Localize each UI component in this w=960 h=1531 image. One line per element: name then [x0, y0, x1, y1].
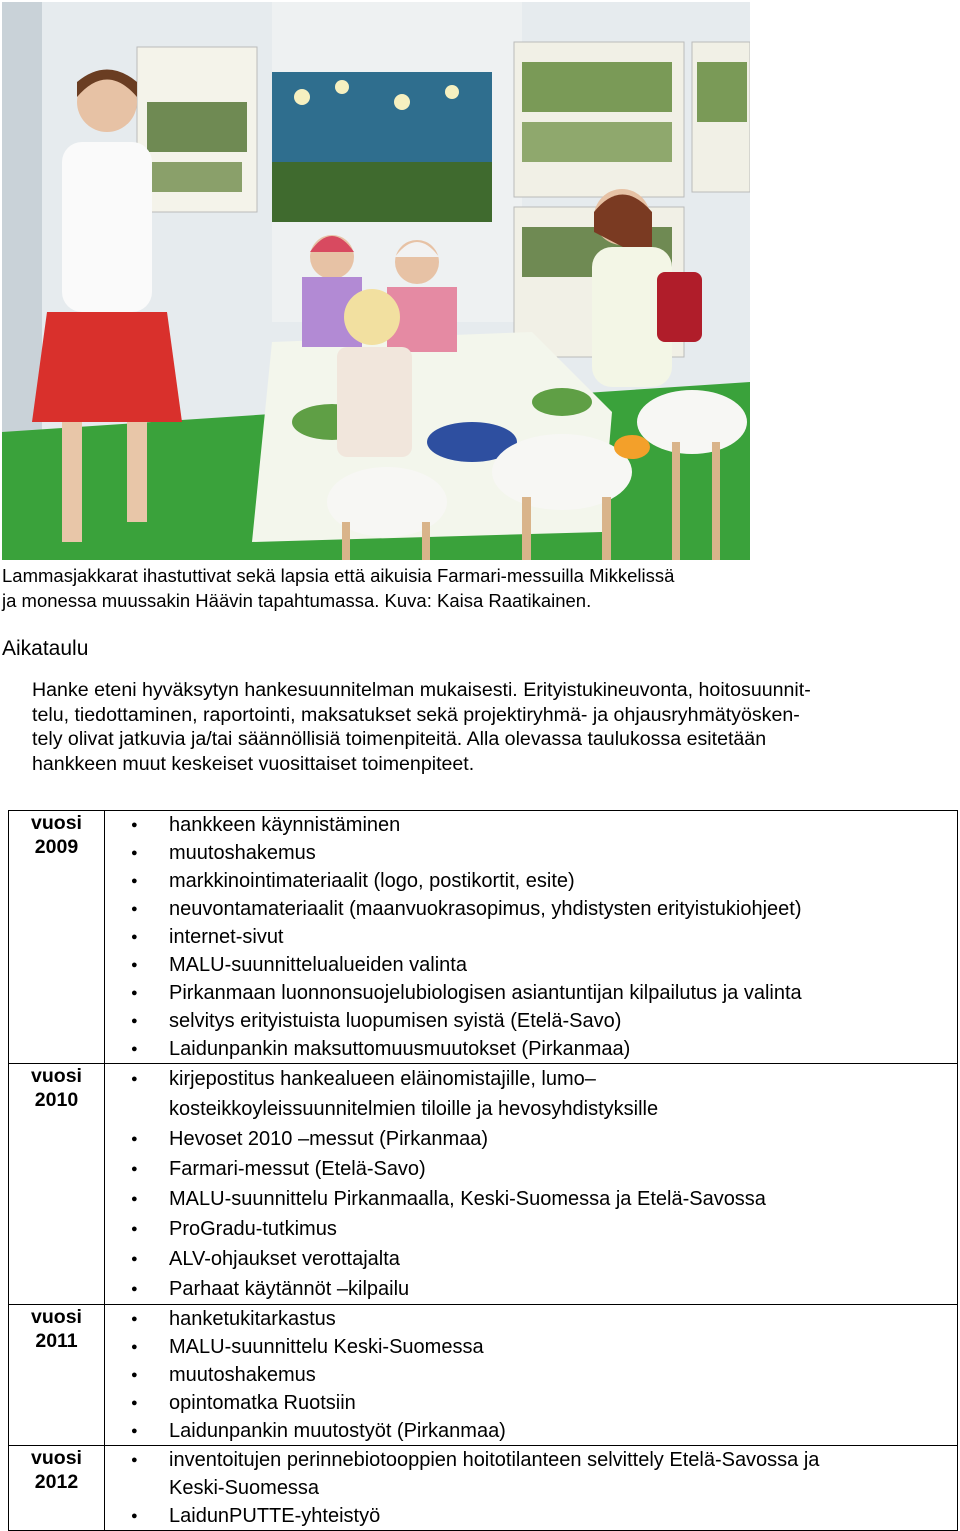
photo-caption: [2, 563, 902, 613]
activity-item: ● Laidunpankin maksuttomuusmuutokset (Pirkanmaa): [147, 1035, 957, 1063]
year-cell: [9, 811, 105, 1064]
schedule-row-2009: [9, 811, 958, 1064]
year-label: vuosi: [31, 812, 82, 834]
year-number: 2009: [34, 836, 79, 858]
activity-item: ● MALU-suunnittelualueiden valinta: [147, 951, 957, 979]
activity-item: ● hankkeen käynnistäminen: [147, 811, 957, 839]
caption-line: Lammasjakkarat ihastuttivat sekä lapsia että aikuisia Farmari-messuilla Mikkelissä: [2, 565, 675, 586]
activity-item: ● LaidunPUTTE-yhteistyö: [147, 1502, 957, 1530]
schedule-table: [8, 810, 958, 1531]
year-label: vuosi: [31, 1065, 82, 1087]
section-heading: Aikataulu: [2, 637, 89, 660]
items-cell: [105, 1305, 958, 1446]
intro-line: hankkeen muut keskeiset vuosittaiset toimenpiteet.: [32, 752, 475, 775]
year-label: vuosi: [31, 1306, 82, 1328]
activity-item: ● selvitys erityistuista luopumisen syistä (Etelä-Savo): [147, 1007, 957, 1035]
activity-item: ● Parhaat käytännöt –kilpailu: [147, 1274, 957, 1304]
activity-item: ● Pirkanmaan luonnonsuojelubiologisen asiantuntijan kilpailutus ja valinta: [147, 979, 957, 1007]
items-cell: [105, 1064, 958, 1305]
activity-list: [105, 1446, 957, 1530]
items-cell: [105, 811, 958, 1064]
exhibition-photo: [2, 2, 750, 560]
activity-list: [105, 1064, 957, 1304]
year-cell: [9, 1446, 105, 1531]
photo-illustration: [2, 2, 750, 560]
activity-item: ● kirjepostitus hankealueen eläinomistajille, lumo– kosteikkoyleissuunnitelmien tiloille ja hevosyhdistyksille: [147, 1064, 957, 1124]
year-label: vuosi: [31, 1447, 82, 1469]
items-cell: [105, 1446, 958, 1531]
intro-paragraph: [32, 678, 950, 776]
activity-item: ● MALU-suunnittelu Keski-Suomessa: [147, 1333, 957, 1361]
activity-item: ● MALU-suunnittelu Pirkanmaalla, Keski-Suomessa ja Etelä-Savossa: [147, 1184, 957, 1214]
activity-item: ● muutoshakemus: [147, 1361, 957, 1389]
activity-list: [105, 811, 957, 1063]
intro-line: telu, tiedottaminen, raportointi, maksatukset sekä projektiryhmä- ja ohjausryhmätyösken-: [32, 703, 800, 726]
activity-list: [105, 1305, 957, 1445]
year-number: 2010: [34, 1089, 79, 1111]
activity-item: ● inventoitujen perinnebiotooppien hoitotilanteen selvittely Etelä-Savossa ja Keski-Suomessa: [147, 1446, 957, 1502]
year-cell: [9, 1305, 105, 1446]
schedule-row-2012: [9, 1446, 958, 1531]
intro-line: Hanke eteni hyväksytyn hankesuunnitelman mukaisesti. Erityistukineuvonta, hoitosuunnit-: [32, 679, 811, 701]
activity-item: ● Hevoset 2010 –messut (Pirkanmaa): [147, 1124, 957, 1154]
caption-line: ja monessa muussakin Häävin tapahtumassa. Kuva: Kaisa Raatikainen.: [2, 590, 592, 611]
schedule-row-2010: [9, 1064, 958, 1305]
activity-item: ● internet-sivut: [147, 923, 957, 951]
activity-item: ● ProGradu-tutkimus: [147, 1214, 957, 1244]
intro-line: tely olivat jatkuvia ja/tai säännöllisiä toimenpiteitä. Alla olevassa taulukossa esitetään: [32, 728, 767, 751]
activity-item: ● hanketukitarkastus: [147, 1305, 957, 1333]
activity-item: ● Laidunpankin muutostyöt (Pirkanmaa): [147, 1417, 957, 1445]
activity-item: ● ALV-ohjaukset verottajalta: [147, 1244, 957, 1274]
activity-item: ● Farmari-messut (Etelä-Savo): [147, 1154, 957, 1184]
activity-item: ● muutoshakemus: [147, 839, 957, 867]
activity-item: ● opintomatka Ruotsiin: [147, 1389, 957, 1417]
activity-item: ● markkinointimateriaalit (logo, postikortit, esite): [147, 867, 957, 895]
activity-item: ● neuvontamateriaalit (maanvuokrasopimus, yhdistysten erityistukiohjeet): [147, 895, 957, 923]
year-number: 2012: [34, 1471, 79, 1493]
year-cell: [9, 1064, 105, 1305]
schedule-row-2011: [9, 1305, 958, 1446]
year-number: 2011: [35, 1330, 78, 1352]
